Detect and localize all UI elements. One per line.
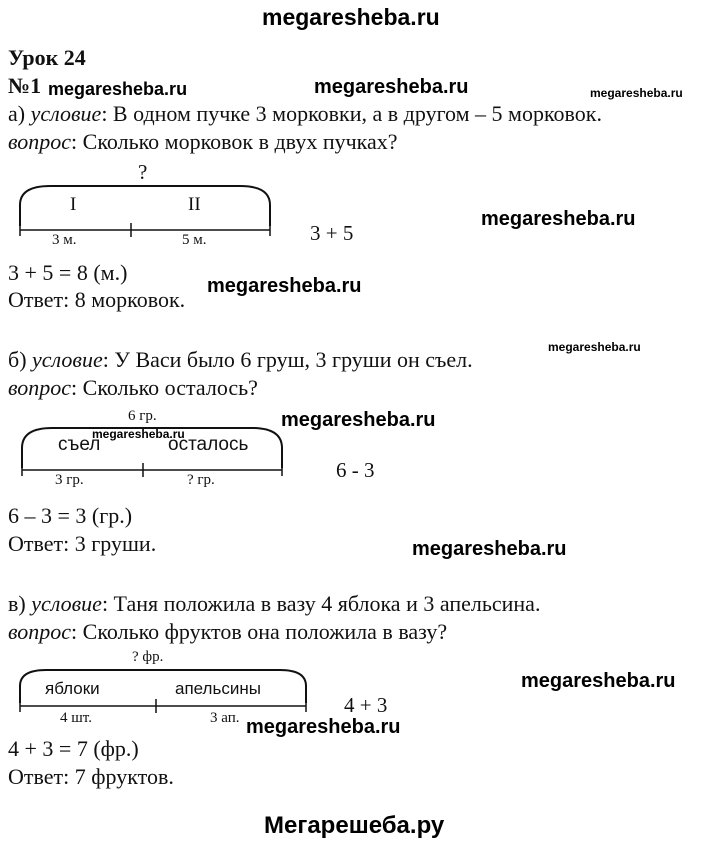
site-watermark-bottom[interactable]: Мегарешеба.ру bbox=[264, 812, 445, 839]
task-c-question-text: : Сколько фруктов она положила в вазу? bbox=[71, 619, 448, 644]
task-b-condition-label: условие bbox=[32, 347, 103, 372]
task-b-solution: 6 – 3 = 3 (гр.) bbox=[8, 503, 133, 528]
watermark-task-a: megaresheba.ru bbox=[481, 208, 636, 230]
task-a-diagram-part1: I bbox=[70, 194, 77, 215]
task-c-solution: 4 + 3 = 7 (фр.) bbox=[8, 736, 139, 761]
task-c-expression: 4 + 3 bbox=[344, 693, 388, 717]
task-c-condition-label: условие bbox=[31, 591, 102, 616]
watermark-task-b-small: megaresheba.ru bbox=[548, 340, 641, 354]
task-a-expression: 3 + 5 bbox=[310, 221, 354, 245]
task-a-solution: 3 + 5 = 8 (м.) bbox=[8, 260, 128, 285]
task-b-expression: 6 - 3 bbox=[336, 458, 375, 482]
task-c-diagram-part2: апельсины bbox=[175, 679, 261, 698]
task-b-letter: б) bbox=[8, 347, 27, 372]
task-c-diagram-bottom1: 4 шт. bbox=[60, 710, 92, 726]
watermark-task-b-diagram: megaresheba.ru bbox=[92, 427, 185, 441]
watermark-header-small: megaresheba.ru bbox=[590, 86, 683, 100]
task-a-answer: Ответ: 8 морковок. bbox=[8, 287, 186, 312]
task-b-condition-text: : У Васи было 6 груш, 3 груши он съел. bbox=[102, 347, 473, 372]
task-a-diagram-part2: II bbox=[188, 194, 201, 215]
watermark-inline: megaresheba.ru bbox=[48, 79, 188, 99]
task-a-question-label: вопрос bbox=[8, 129, 72, 154]
task-number: №1 bbox=[8, 73, 42, 98]
site-watermark-top[interactable]: megaresheba.ru bbox=[262, 4, 440, 30]
task-a-condition-text: : В одном пучке 3 морковки, а в другом – 5 морковок. bbox=[101, 101, 602, 126]
task-a-letter: а) bbox=[8, 101, 26, 126]
task-c-diagram-bottom2: 3 ап. bbox=[210, 710, 240, 726]
task-b-question-label: вопрос bbox=[8, 375, 72, 400]
task-a-diagram-bottom1: 3 м. bbox=[52, 232, 77, 248]
task-b-diagram-bottom2: ? гр. bbox=[187, 472, 215, 488]
task-c-letter: в) bbox=[8, 591, 26, 616]
watermark-header-mid: megaresheba.ru bbox=[314, 76, 469, 98]
task-a-question-text: : Сколько морковок в двух пучках? bbox=[71, 129, 398, 154]
task-b-answer: Ответ: 3 груши. bbox=[8, 531, 157, 556]
watermark-task-c: megaresheba.ru bbox=[521, 670, 676, 692]
task-b-diagram-part2: осталось bbox=[168, 434, 249, 455]
task-c-answer: Ответ: 7 фруктов. bbox=[8, 764, 174, 789]
watermark-task-b-answer: megaresheba.ru bbox=[412, 538, 567, 560]
task-a-condition-label: условие bbox=[30, 101, 102, 126]
task-c-diagram-part1: яблоки bbox=[45, 679, 100, 698]
task-c-question-label: вопрос bbox=[8, 619, 72, 644]
lesson-title: Урок 24 bbox=[8, 45, 86, 70]
task-b-diagram-part1: съел bbox=[58, 434, 101, 455]
watermark-task-b: megaresheba.ru bbox=[281, 409, 436, 431]
watermark-task-c-diagram: megaresheba.ru bbox=[246, 716, 401, 738]
task-c-diagram-top-label: ? фр. bbox=[132, 649, 164, 665]
task-b-question-text: : Сколько осталось? bbox=[71, 375, 258, 400]
task-a-diagram-top-label: ? bbox=[138, 160, 148, 184]
task-b-diagram-bottom1: 3 гр. bbox=[55, 472, 84, 488]
task-a-diagram-bottom2: 5 м. bbox=[182, 232, 207, 248]
watermark-task-a-answer: megaresheba.ru bbox=[207, 275, 362, 297]
task-b-diagram-top-label: 6 гр. bbox=[128, 408, 157, 424]
task-c-condition-text: : Таня положила в вазу 4 яблока и 3 апельсина. bbox=[101, 591, 541, 616]
